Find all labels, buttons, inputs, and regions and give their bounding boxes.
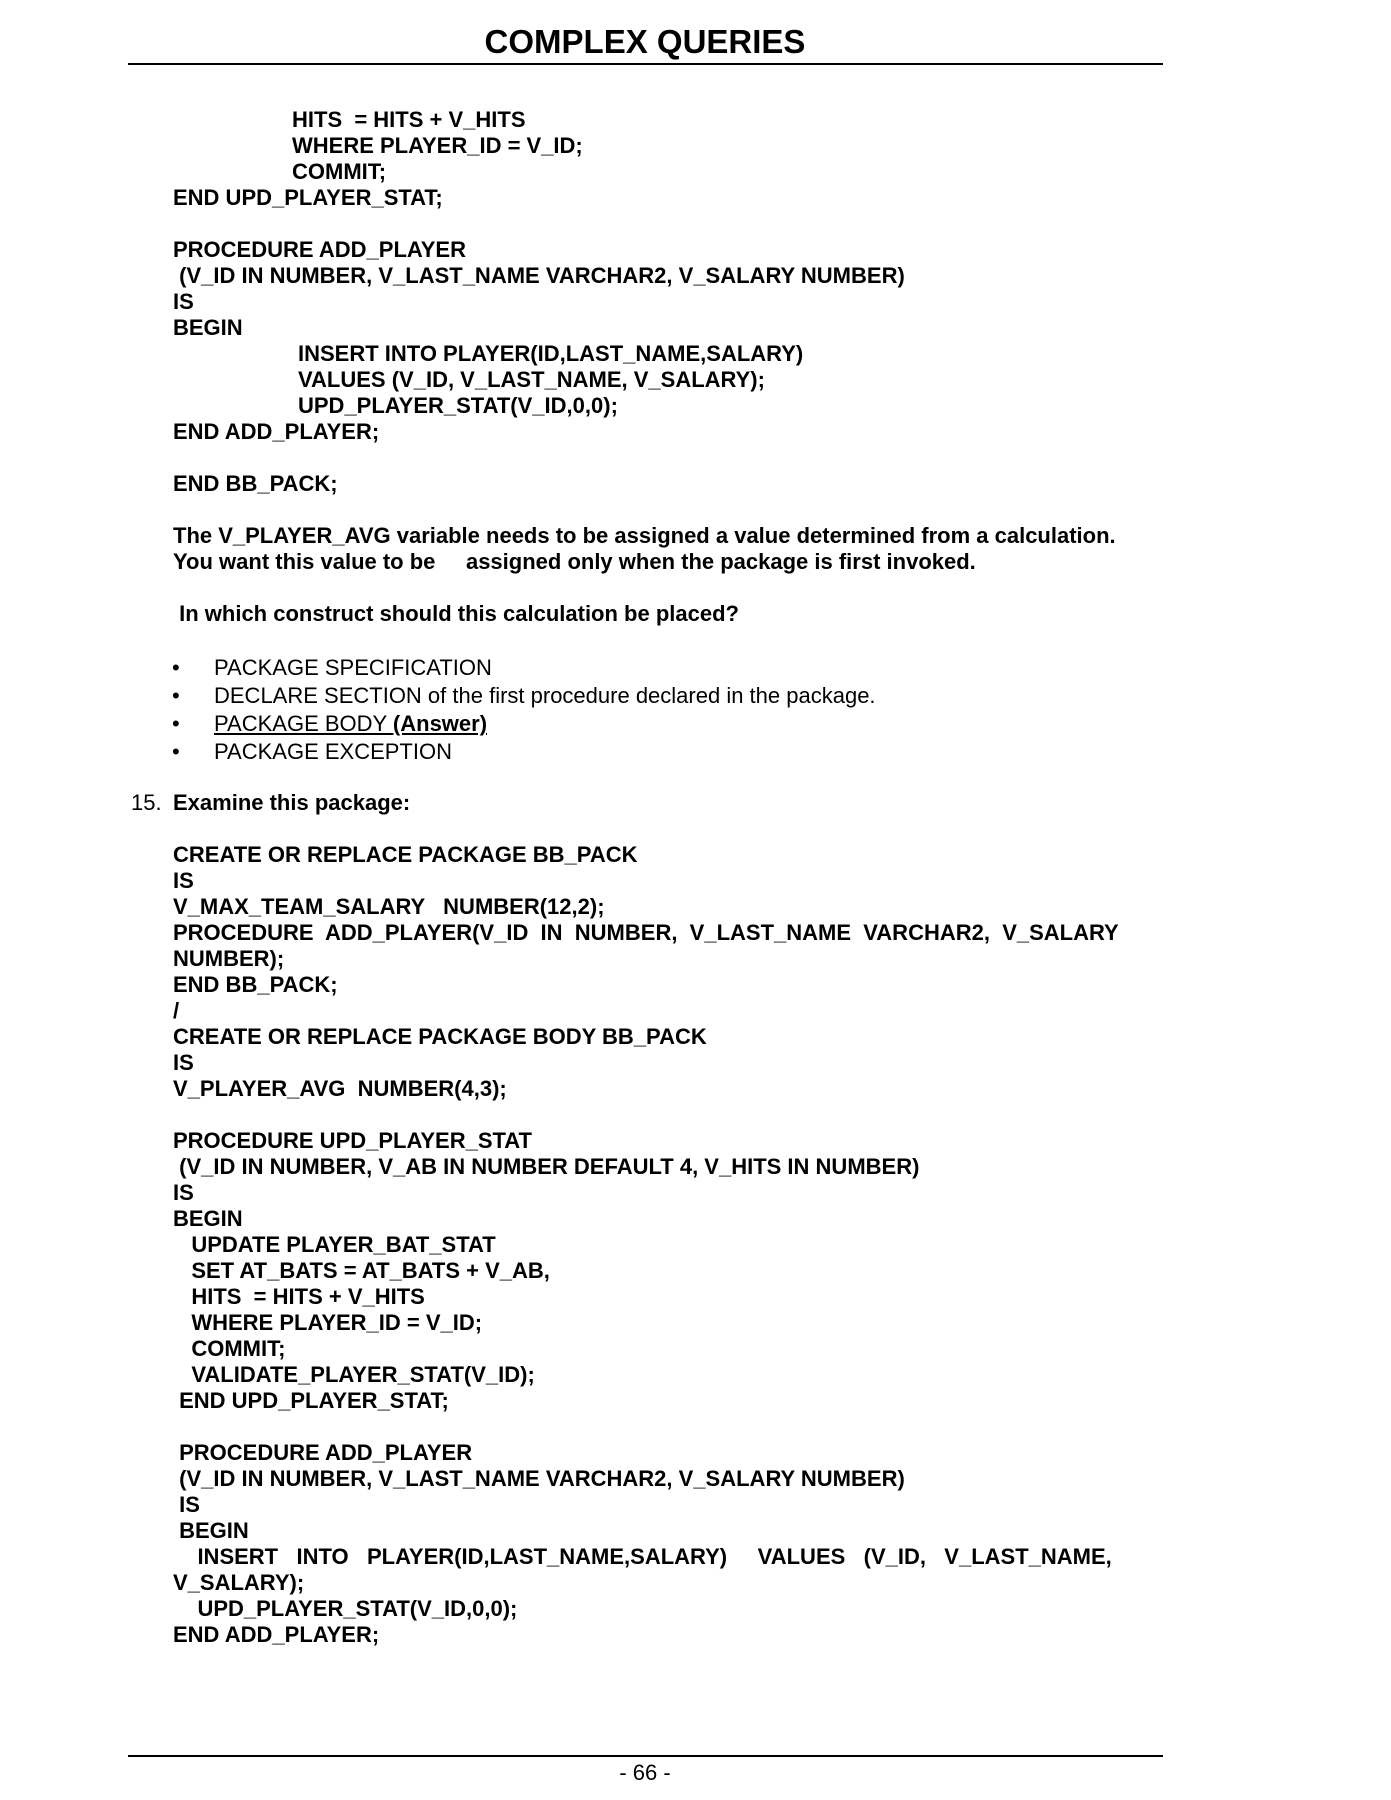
code-line: WHERE PLAYER_ID = V_ID; bbox=[292, 133, 583, 158]
code-line: COMMIT; bbox=[292, 159, 387, 184]
code-line: / bbox=[173, 998, 180, 1023]
code-line: END ADD_PLAYER; bbox=[173, 1622, 380, 1647]
bullet-icon: • bbox=[172, 683, 180, 708]
code-line: BEGIN bbox=[173, 1206, 243, 1231]
code-line: PROCEDURE ADD_PLAYER bbox=[173, 237, 466, 262]
code-line: PROCEDURE UPD_PLAYER_STAT bbox=[173, 1128, 532, 1153]
question-statement: The V_PLAYER_AVG variable needs to be assigned a value determined from a calculation. bbox=[173, 523, 1116, 548]
code-line: INSERT INTO PLAYER(ID,LAST_NAME,SALARY) VALUES (V_ID, V_LAST_NAME, bbox=[173, 1544, 1112, 1569]
code-line: END UPD_PLAYER_STAT; bbox=[173, 1388, 449, 1413]
code-line: HITS = HITS + V_HITS bbox=[292, 107, 526, 132]
code-line: IS bbox=[173, 289, 194, 314]
code-line: SET AT_BATS = AT_BATS + V_AB, bbox=[173, 1258, 550, 1283]
code-line: UPD_PLAYER_STAT(V_ID,0,0); bbox=[173, 1596, 518, 1621]
option-label: PACKAGE BODY bbox=[214, 711, 393, 736]
code-line: END UPD_PLAYER_STAT; bbox=[173, 185, 443, 210]
bullet-icon: • bbox=[172, 655, 180, 680]
footer-rule bbox=[128, 1755, 1163, 1757]
code-line: CREATE OR REPLACE PACKAGE BODY BB_PACK bbox=[173, 1024, 707, 1049]
option-item: DECLARE SECTION of the first procedure declared in the package. bbox=[214, 683, 876, 708]
option-item: PACKAGE EXCEPTION bbox=[214, 739, 452, 764]
code-line: VALIDATE_PLAYER_STAT(V_ID); bbox=[173, 1362, 535, 1387]
question-prompt: Examine this package: bbox=[173, 790, 411, 815]
code-line: NUMBER); bbox=[173, 946, 285, 971]
bullet-icon: • bbox=[172, 739, 180, 764]
option-item: PACKAGE SPECIFICATION bbox=[214, 655, 492, 680]
code-line: V_PLAYER_AVG NUMBER(4,3); bbox=[173, 1076, 507, 1101]
code-line: (V_ID IN NUMBER, V_LAST_NAME VARCHAR2, V_SALARY NUMBER) bbox=[173, 263, 905, 288]
code-line: V_SALARY); bbox=[173, 1570, 305, 1595]
code-line: (V_ID IN NUMBER, V_LAST_NAME VARCHAR2, V_SALARY NUMBER) bbox=[173, 1466, 905, 1491]
code-line: CREATE OR REPLACE PACKAGE BB_PACK bbox=[173, 842, 638, 867]
page-title: COMPLEX QUERIES bbox=[484, 23, 806, 60]
question-number: 15. bbox=[131, 790, 162, 815]
code-line: UPDATE PLAYER_BAT_STAT bbox=[173, 1232, 496, 1257]
code-line: COMMIT; bbox=[173, 1336, 286, 1361]
code-line: PROCEDURE ADD_PLAYER bbox=[173, 1440, 473, 1465]
code-line: BEGIN bbox=[173, 315, 243, 340]
code-line: END BB_PACK; bbox=[173, 972, 338, 997]
code-line: (V_ID IN NUMBER, V_AB IN NUMBER DEFAULT 4, V_HITS IN NUMBER) bbox=[173, 1154, 920, 1179]
option-item-answer bbox=[214, 710, 487, 738]
code-line: INSERT INTO PLAYER(ID,LAST_NAME,SALARY) bbox=[298, 341, 804, 366]
code-line: END BB_PACK; bbox=[173, 471, 338, 496]
page-number: - 66 - bbox=[619, 1760, 671, 1785]
question-statement: You want this value to be assigned only when the package is first invoked. bbox=[173, 549, 976, 574]
code-line: UPD_PLAYER_STAT(V_ID,0,0); bbox=[298, 393, 618, 418]
code-line: VALUES (V_ID, V_LAST_NAME, V_SALARY); bbox=[298, 367, 765, 392]
code-line: IS bbox=[173, 1492, 200, 1517]
code-line: BEGIN bbox=[173, 1518, 249, 1543]
code-line: IS bbox=[173, 1050, 194, 1075]
code-line: IS bbox=[173, 1180, 194, 1205]
question-prompt: In which construct should this calculation be placed? bbox=[173, 601, 739, 626]
answer-label: (Answer) bbox=[392, 711, 488, 736]
code-line: PROCEDURE ADD_PLAYER(V_ID IN NUMBER, V_LAST_NAME VARCHAR2, V_SALARY bbox=[173, 920, 1119, 945]
bullet-icon: • bbox=[172, 711, 180, 736]
header-rule bbox=[128, 63, 1163, 65]
code-line: END ADD_PLAYER; bbox=[173, 419, 380, 444]
code-line: IS bbox=[173, 868, 194, 893]
code-line: HITS = HITS + V_HITS bbox=[173, 1284, 425, 1309]
code-line: V_MAX_TEAM_SALARY NUMBER(12,2); bbox=[173, 894, 605, 919]
code-line: WHERE PLAYER_ID = V_ID; bbox=[173, 1310, 483, 1335]
